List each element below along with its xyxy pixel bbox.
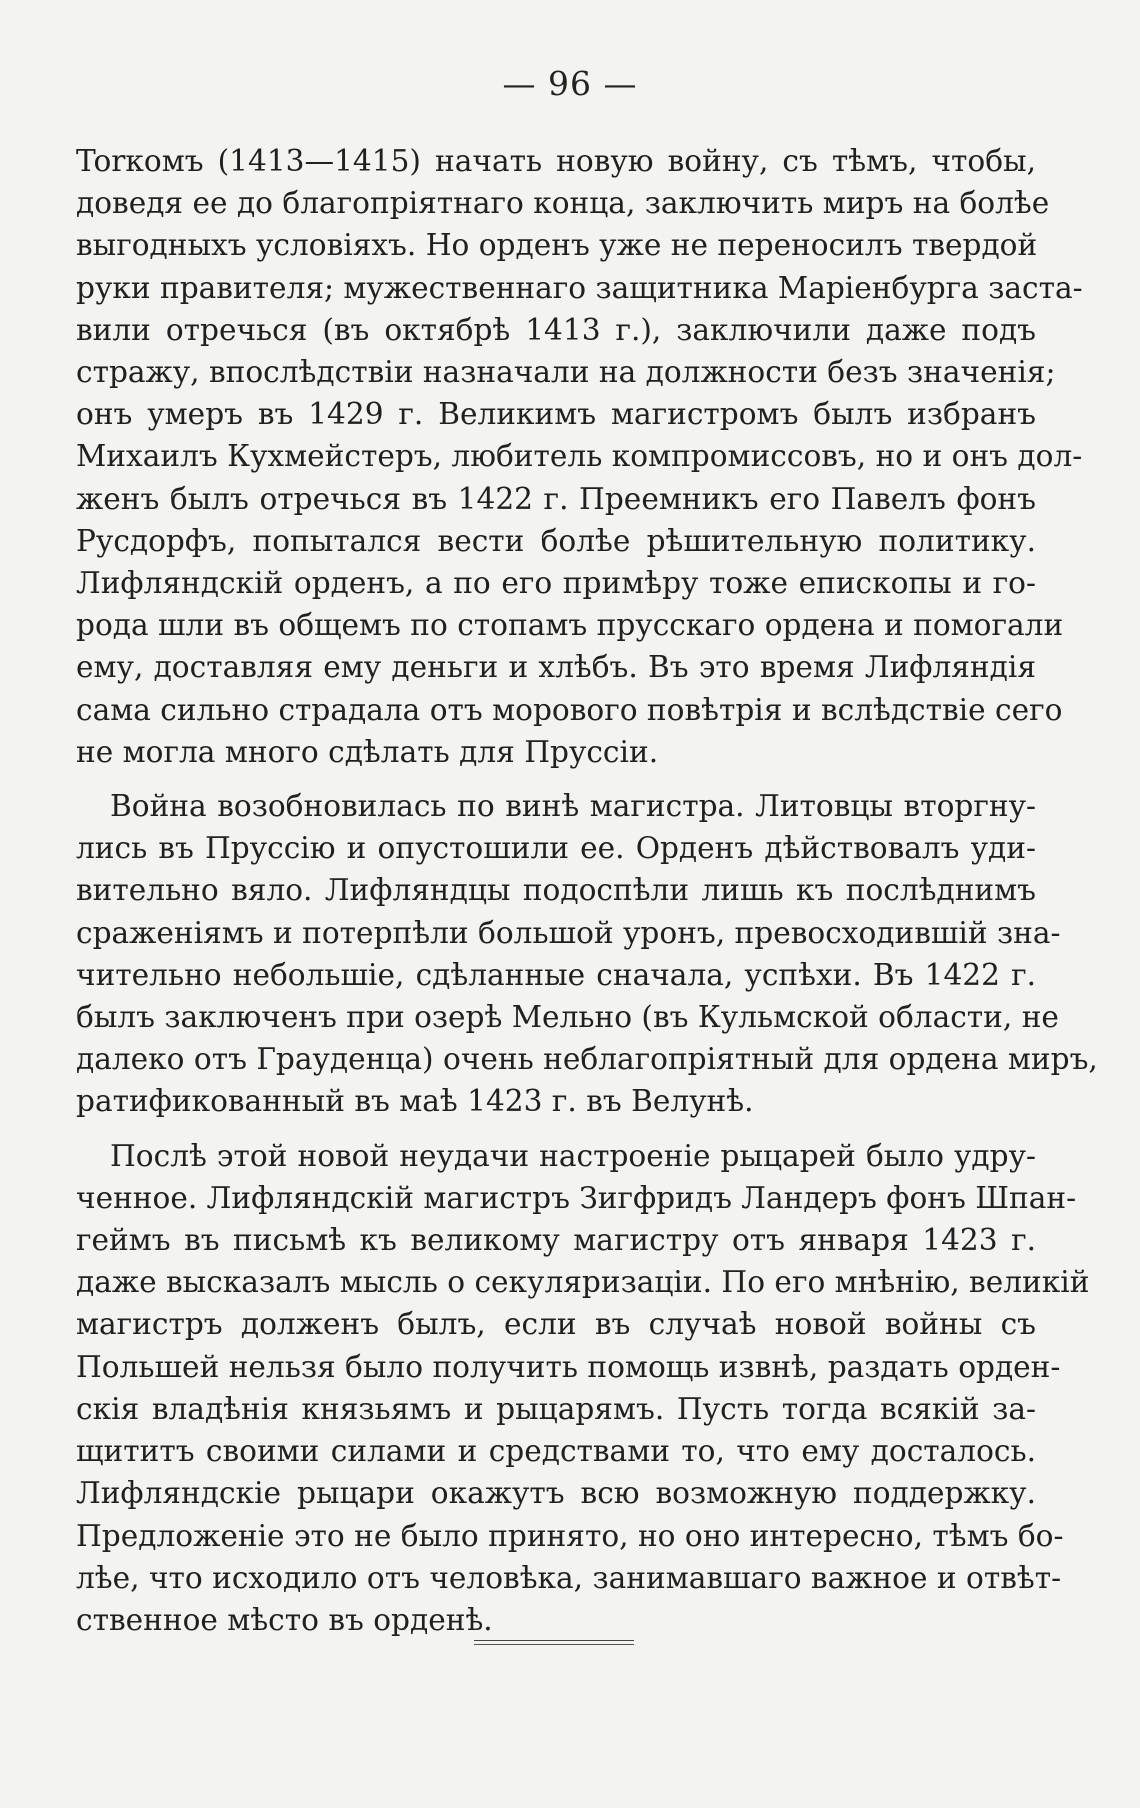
text-line: ченное. Лифляндскій магистръ Зигфридъ Ландеръ фонъ Шпан- [76,1180,1077,1215]
page-number: — 96 — [502,64,638,103]
text-line: Послѣ этой новой неудачи настроеніе рыцарей было удру- [110,1138,1036,1173]
text-line: Лифляндскіе рыцари окажутъ всю возможную поддержку. [76,1476,1036,1511]
text-line: лѣе, что исходило отъ человѣка, занимавшаго важное и отвѣт- [76,1560,1062,1595]
text-line: Предложеніе это не было принято, но оно интересно, тѣмъ бо- [76,1518,1064,1553]
text-line: чительно небольшіе, сдѣланные сначала, успѣхи. Въ 1422 г. [76,957,1036,992]
text-line: скія владѣнія князьямъ и рыцарямъ. Пусть тогда всякій за- [76,1391,1036,1426]
text-line: щититъ своими силами и средствами то, что ему досталось. [76,1434,1036,1469]
text-line: не могла много сдѣлать для Пруссіи. [76,734,659,769]
text-line: лись въ Пруссію и опустошили ее. Орденъ дѣйствовалъ уди- [76,831,1036,866]
text-line: геймъ въ письмѣ къ великому магистру отъ января 1423 г. [76,1223,1036,1258]
paragraph-gap [76,1123,1036,1135]
text-line: женъ былъ отречься въ 1422 г. Преемникъ его Павелъ фонъ [76,481,1036,516]
paragraph-1 [76,140,1083,773]
text-line: рода шли въ общемъ по стопамъ прусскаго ордена и помогали [76,608,1064,643]
paragraph-gap [76,773,1036,785]
text-line: сраженіямъ и потерпѣли большой уронъ, превосходившій зна- [76,915,1061,950]
text-line: доведя ее до благопріятнаго конца, заключить миръ на болѣе [76,186,1050,221]
text-line: онъ умеръ въ 1429 г. Великимъ магистромъ былъ избранъ [76,397,1036,432]
text-line: былъ заключенъ при озерѣ Мельно (въ Кульмской области, не [76,1000,1059,1035]
paragraph-3 [76,1135,1090,1641]
text-line: далеко отъ Грауденца) очень неблагопріятный для ордена миръ, [76,1042,1098,1077]
text-line: сама сильно страдала отъ морового повѣтрія и вслѣдствіе сего [76,692,1063,727]
text-line: даже высказалъ мысль о секуляризаціи. По его мнѣнію, великій [76,1265,1090,1300]
text-line: руки правителя; мужественнаго защитника Маріенбурга заста- [76,270,1083,305]
text-line: Михаилъ Кухмейстеръ, любитель компромиссовъ, но и онъ дол- [76,439,1083,474]
paragraph-2 [76,785,1098,1123]
text-line: вительно вяло. Лифляндцы подоспѣли лишь къ послѣднимъ [76,873,1036,908]
end-rule-divider [474,1640,634,1645]
body-text [76,140,1098,1641]
text-line: вили отречься (въ октябрѣ 1413 г.), заключили даже подъ [76,312,1036,347]
text-line: стражу, впослѣдствіи назначали на должности безъ значенія; [76,355,1056,390]
text-line: магистръ долженъ былъ, если въ случаѣ новой войны съ [76,1307,1036,1342]
text-line: ему, доставляя ему деньги и хлѣбъ. Въ это время Лифляндія [76,650,1036,685]
text-line: ратификованный въ маѣ 1423 г. въ Велунѣ. [76,1084,754,1119]
text-line: ственное мѣсто въ орденѣ. [76,1602,493,1637]
text-line: Русдорфъ, попытался вести болѣе рѣшительную политику. [76,523,1036,558]
text-line: выгодныхъ условіяхъ. Но орденъ уже не переносилъ твердой [76,228,1038,263]
text-line: Польшей нельзя было получить помощь извнѣ, раздать орден- [76,1349,1061,1384]
text-line: Война возобновилась по винѣ магистра. Литовцы вторгну- [110,789,1036,824]
text-line: Лифляндскій орденъ, а по его примѣру тоже епископы и го- [76,566,1036,601]
text-line: Torкомъ (1413—1415) начать новую войну, съ тѣмъ, чтобы, [76,144,1036,178]
